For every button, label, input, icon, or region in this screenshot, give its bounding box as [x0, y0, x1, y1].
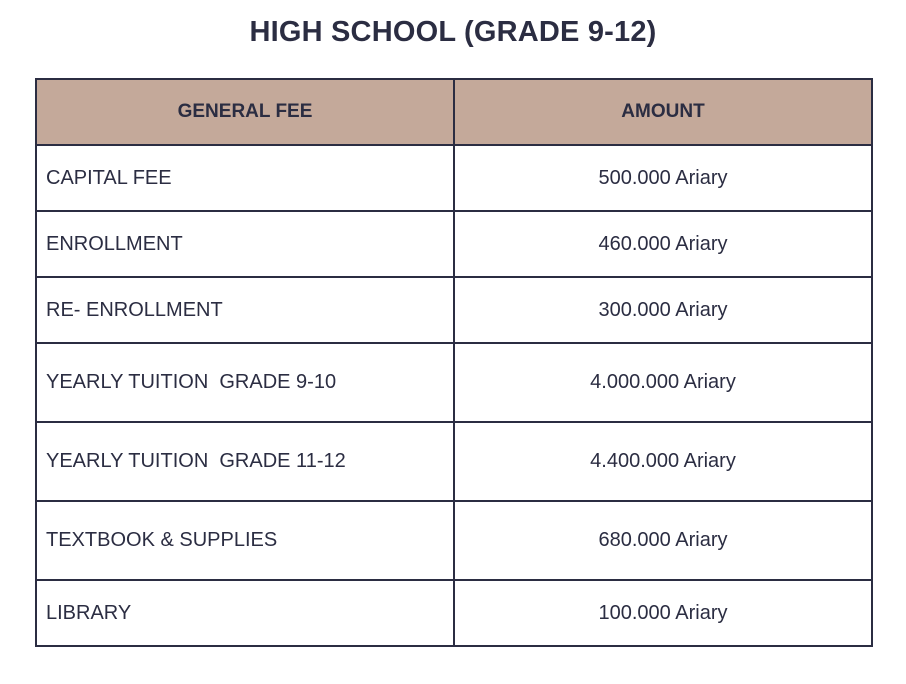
- column-header-amount: AMOUNT: [454, 79, 872, 145]
- page-title: HIGH SCHOOL (GRADE 9-12): [249, 16, 657, 48]
- fee-amount-cell: 460.000 Ariary: [454, 211, 872, 277]
- table-row: [36, 501, 872, 580]
- column-header-general-fee: GENERAL FEE: [36, 79, 454, 145]
- fee-name-cell: YEARLY TUITION GRADE 9-10: [36, 343, 454, 422]
- fee-name-cell: RE- ENROLLMENT: [36, 277, 454, 343]
- fee-amount-cell: 500.000 Ariary: [454, 145, 872, 211]
- table-row: [36, 422, 872, 501]
- fee-name-cell: YEARLY TUITION GRADE 11-12: [36, 422, 454, 501]
- table-header: [36, 79, 872, 145]
- fee-name-cell: LIBRARY: [36, 580, 454, 646]
- fee-name-cell: ENROLLMENT: [36, 211, 454, 277]
- fee-amount-cell: 4.400.000 Ariary: [454, 422, 872, 501]
- fee-amount-cell: 300.000 Ariary: [454, 277, 872, 343]
- table-row: [36, 145, 872, 211]
- table-body: [36, 145, 872, 646]
- fee-amount-cell: 4.000.000 Ariary: [454, 343, 872, 422]
- table-row: [36, 343, 872, 422]
- table-row: [36, 277, 872, 343]
- table-row: [36, 580, 872, 646]
- table-row: [36, 211, 872, 277]
- fee-name-cell: CAPITAL FEE: [36, 145, 454, 211]
- fee-table: [35, 78, 873, 647]
- fee-amount-cell: 680.000 Ariary: [454, 501, 872, 580]
- header-row: [36, 79, 872, 145]
- fee-amount-cell: 100.000 Ariary: [454, 580, 872, 646]
- fee-name-cell: TEXTBOOK & SUPPLIES: [36, 501, 454, 580]
